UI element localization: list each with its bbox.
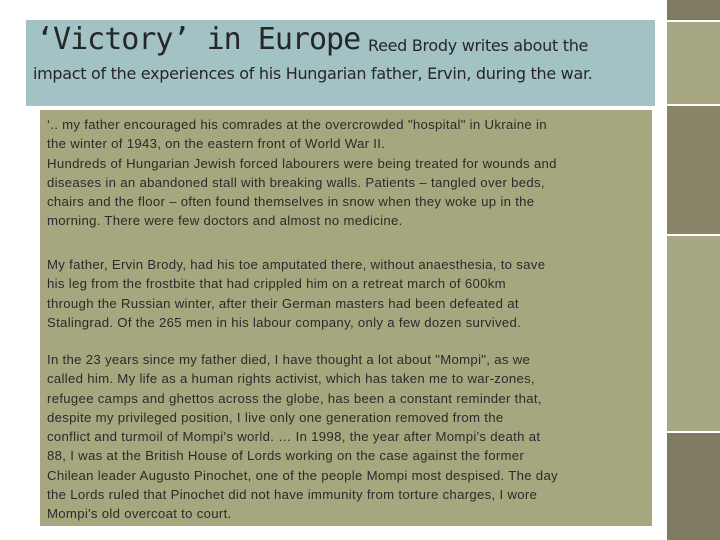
slide-subtitle-line2: impact of the experiences of his Hungarian father, Ervin, during the war.: [33, 64, 593, 83]
text-line: despite my privileged position, I live only one generation removed from the: [47, 409, 504, 425]
text-line: chairs and the floor – often found themselves in snow when they woke up in the: [47, 194, 535, 210]
decorative-block: [667, 236, 720, 431]
decorative-column: [667, 0, 720, 540]
text-line: 88, I was at the British House of Lords working on the case against the former: [47, 448, 525, 464]
slide-title: ‘Victory’ in Europe: [36, 22, 361, 57]
text-line: the Lords ruled that Pinochet did not have immunity from torture charges, I wore: [47, 487, 538, 503]
paragraph-1: [47, 115, 653, 231]
text-line: the winter of 1943, on the eastern front of World War II.: [47, 136, 386, 152]
slide-subtitle-line1: Reed Brody writes about the: [368, 36, 589, 55]
text-line: Mompi's old overcoat to court.: [47, 506, 232, 522]
text-line: diseases in an abandoned stall with breaking walls. Patients – tangled over beds,: [47, 174, 545, 190]
decorative-block: [667, 0, 720, 20]
text-line: morning. There were few doctors and almost no medicine.: [47, 213, 403, 229]
paragraph-2: [47, 255, 653, 332]
text-line: conflict and turmoil of Mompi's world. … In 1998, the year after Mompi's death at: [47, 429, 541, 445]
decorative-block: [667, 22, 720, 104]
paragraph-3: [47, 350, 653, 524]
text-line: Stalingrad. Of the 265 men in his labour company, only a few dozen survived.: [47, 314, 522, 330]
body-text-panel: [40, 110, 652, 526]
text-line: ‘.. my father encouraged his comrades at the overcrowded "hospital" in Ukraine in: [47, 117, 547, 132]
text-line: Hundreds of Hungarian Jewish forced labourers were being treated for wounds and: [47, 155, 557, 171]
text-line: In the 23 years since my father died, I have thought a lot about "Mompi", as we: [47, 352, 531, 367]
text-line: My father, Ervin Brody, had his toe amputated there, without anaesthesia, to save: [47, 257, 546, 272]
text-line: refugee camps and ghettos across the globe, has been a constant reminder that,: [47, 390, 542, 406]
text-line: his leg from the frostbite that had crippled him on a retreat march of 600km: [47, 276, 506, 292]
decorative-block: [667, 106, 720, 234]
text-line: through the Russian winter, after their German masters had been defeated at: [47, 295, 519, 311]
text-line: Chilean leader Augusto Pinochet, one of the people Mompi most despised. The day: [47, 467, 558, 483]
decorative-block: [667, 433, 720, 540]
text-line: called him. My life as a human rights activist, which has taken me to war-zones,: [47, 371, 535, 387]
